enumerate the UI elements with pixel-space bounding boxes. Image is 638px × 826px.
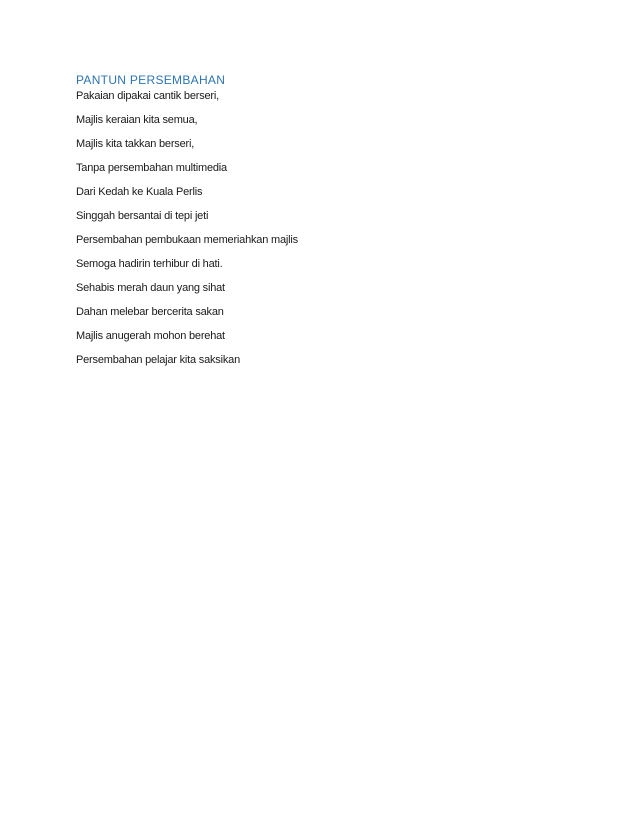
pantun-line: Dahan melebar bercerita sakan	[76, 306, 224, 318]
pantun-line: Semoga hadirin terhibur di hati.	[76, 258, 223, 270]
pantun-line: Singgah bersantai di tepi jeti	[76, 210, 209, 222]
pantun-line: Persembahan pelajar kita saksikan	[76, 354, 240, 366]
pantun-line: Tanpa persembahan multimedia	[76, 162, 227, 174]
document-body	[76, 72, 576, 376]
pantun-line: Dari Kedah ke Kuala Perlis	[76, 186, 203, 198]
pantun-line: Sehabis merah daun yang sihat	[76, 282, 225, 294]
pantun-line: Majlis kita takkan berseri,	[76, 138, 195, 150]
pantun-lines	[76, 88, 576, 368]
pantun-line: Majlis anugerah mohon berehat	[76, 330, 225, 342]
pantun-line: Persembahan pembukaan memeriahkan majlis	[76, 234, 298, 246]
pantun-line: Majlis keraian kita semua,	[76, 114, 198, 126]
document-title: PANTUN PERSEMBAHAN	[76, 73, 226, 87]
pantun-line: Pakaian dipakai cantik berseri,	[76, 90, 219, 102]
